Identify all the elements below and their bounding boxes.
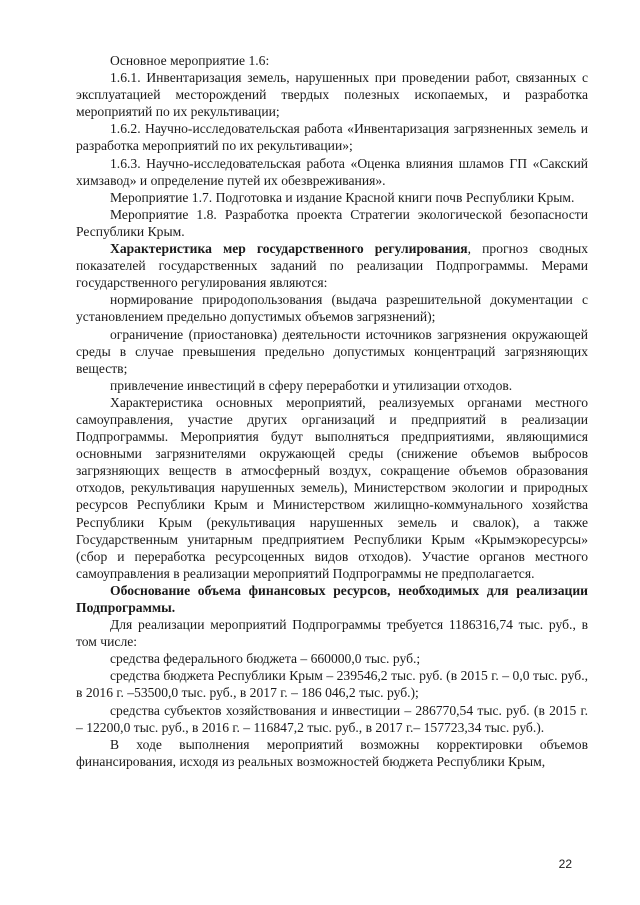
list-item: нормирование природопользования (выдача разрешительной документации с установлением предельно допустимых объемов загрязнений); [76, 292, 588, 325]
list-item: ограничение (приостановка) деятельности источников загрязнения окружающей среды в случае превышения предельно допустимых концентраций загрязняющих веществ; [76, 326, 588, 376]
paragraph: 1.6.3. Научно-исследовательская работа «Оценка влияния шламов ГП «Сакский химзавод» и определение путей их обезвреживания». [76, 155, 588, 188]
paragraph: Основное мероприятие 1.6: [110, 53, 270, 68]
list-item: средства субъектов хозяйствования и инвестиции – 286770,54 тыс. руб. (в 2015 г. – 12200,0 тыс. руб., в 2016 г. – 116847,2 тыс. руб., в 2017 г.– 157723,34 тыс. руб.). [76, 702, 588, 735]
paragraph: 1.6.2. Научно-исследовательская работа «Инвентаризация загрязненных земель и разработка мероприятий по их рекультивации»; [76, 121, 588, 154]
section-paragraph [76, 582, 588, 616]
list-item: привлечение инвестиций в сферу переработки и утилизации отходов. [110, 377, 513, 393]
paragraph: Мероприятие 1.8. Разработка проекта Стратегии экологической безопасности Республики Крым. [76, 206, 588, 239]
paragraph: Характеристика основных мероприятий, реализуемых органами местного самоуправления, участие других организаций и предприятий в реализации Подпрограммы. Мероприятия будут выполняться предприятиями, являющимися основными загрязнителями окружающей среды (снижение объемов выбросов загрязняющих веществ в атмосферный воздух, сокращение объемов образования отходов, рекультивация нарушенных земель), Министерством экологии и природных ресурсов Республики Крым и Министерством жилищно-коммунального хозяйства Республики Крым (рекультивация нарушенных земель и свалок), а также Государственным унитарным предприятием Республики Крым «Крымэкоресурсы» (сбор и переработка ресурсоценных видов отходов). Участие органов местного самоуправления в реализации мероприятий Подпрограммы не предполагается. [76, 394, 588, 581]
paragraph: 1.6.1. Инвентаризация земель, нарушенных при проведении работ, связанных с эксплуатацией месторождений твердых полезных ископаемых, и разработка мероприятий по их рекультивации; [76, 70, 588, 120]
list-item: средства федерального бюджета – 660000,0 тыс. руб.; [110, 651, 421, 667]
section-paragraph: Характеристика мер государственного регулирования, прогноз сводных показателей государственных заданий по реализации Подпрограммы. Мерами государственного регулирования являются: [76, 241, 589, 291]
section-heading: Обоснование объема финансовых ресурсов, необходимых для реализации Подпрограммы. [76, 582, 588, 615]
paragraph: В ходе выполнения мероприятий возможны корректировки объемов финансирования, исходя из реальных возможностей бюджета Республики Крым, [76, 736, 588, 769]
section-heading: Характеристика мер государственного регулирования [110, 241, 468, 257]
page-number: 22 [558, 857, 572, 871]
list-item: средства бюджета Республики Крым – 239546,2 тыс. руб. (в 2015 г. – 0,0 тыс. руб., в 2016 г. –53500,0 тыс. руб., в 2017 г. – 186 046,2 тыс. руб.); [76, 668, 588, 701]
paragraph: Для реализации мероприятий Подпрограммы требуется 1186316,74 тыс. руб., в том числе: [76, 617, 588, 650]
document-body [76, 52, 588, 770]
paragraph: Мероприятие 1.7. Подготовка и издание Красной книги почв Республики Крым. [110, 189, 575, 205]
